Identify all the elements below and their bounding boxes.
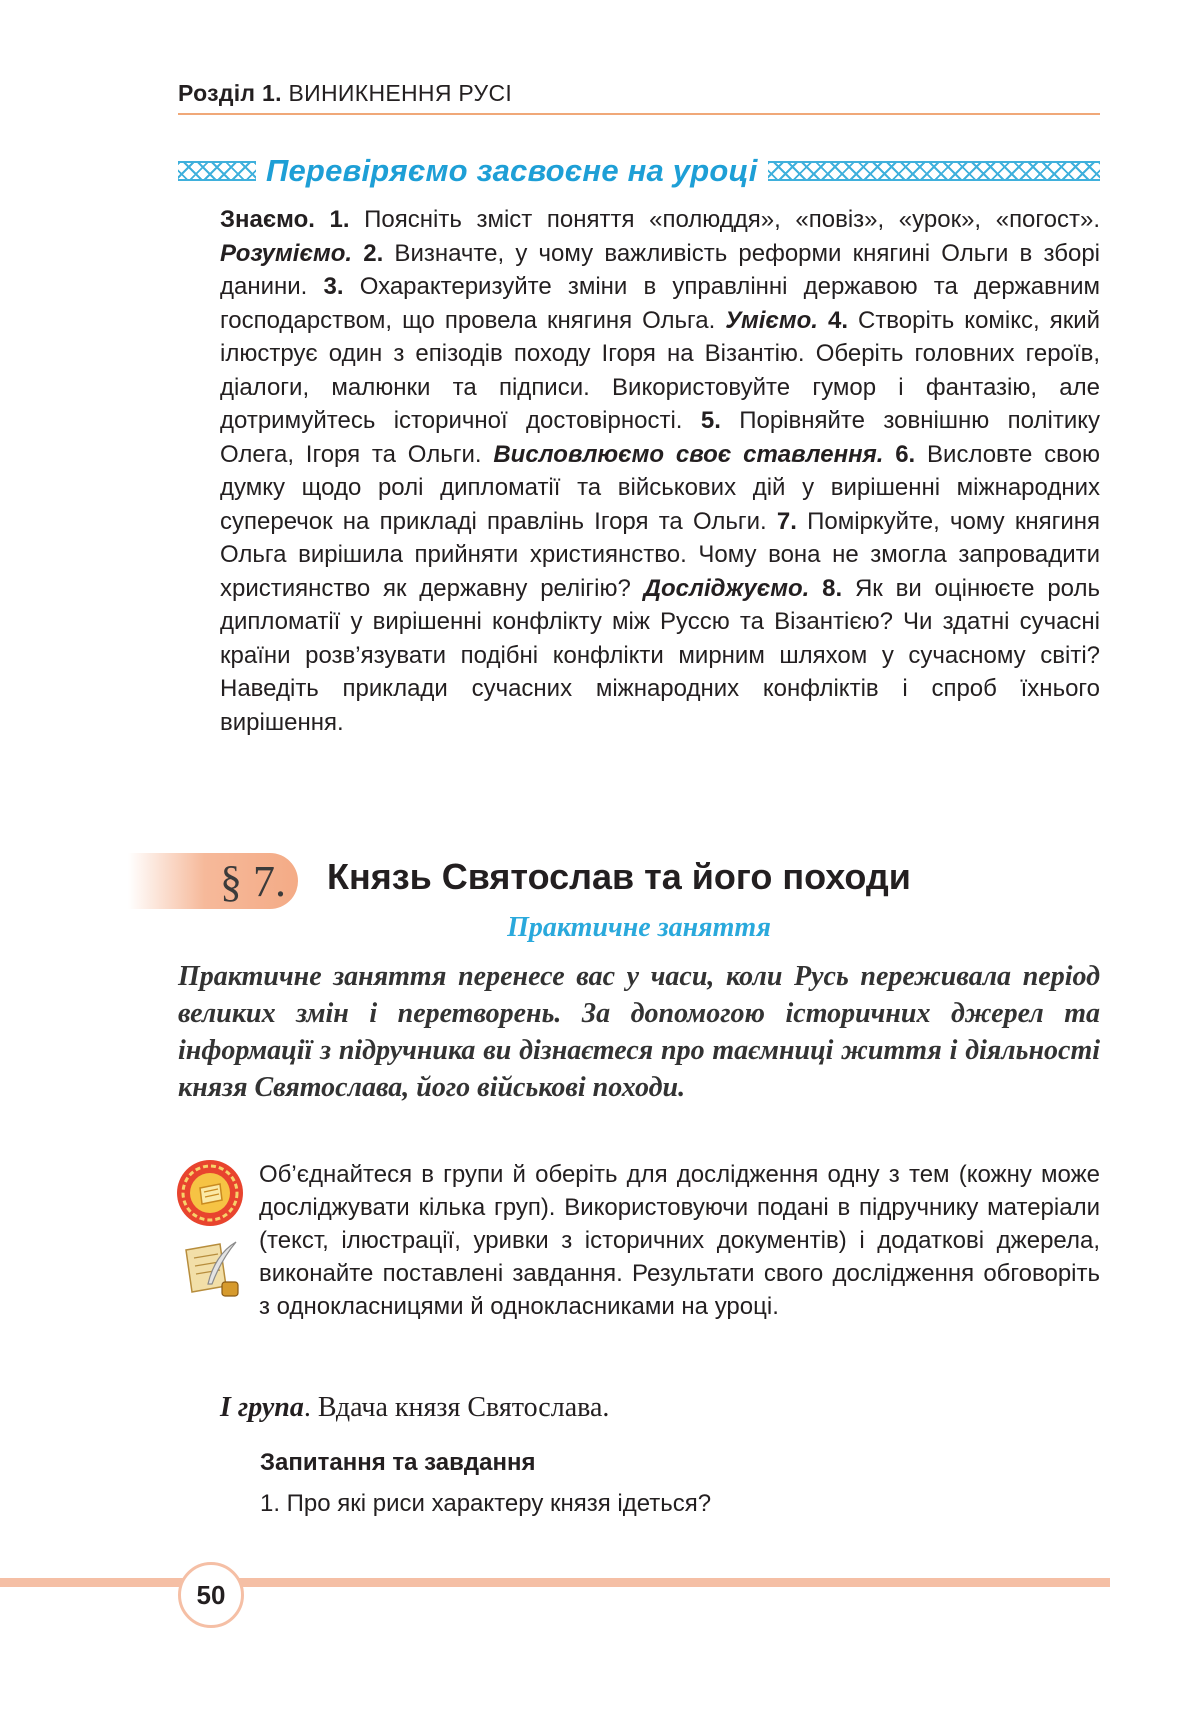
review-text-run: Висловте свою думку щодо ролі дипломатії та військових дій у вирішенні міжнародних суперечок на прикладі правлінь Ігоря та Ольги.	[220, 440, 1100, 535]
scroll-quill-icon	[178, 1236, 244, 1302]
review-text-run: Уміємо.	[725, 306, 818, 334]
review-title: Перевіряємо засвоєне на уроці	[266, 153, 758, 188]
review-text-run: 4.	[817, 306, 848, 334]
header-rule	[178, 113, 1100, 115]
chapter-label: Розділ 1.	[178, 80, 282, 106]
review-questions-text	[220, 203, 1100, 739]
review-text-run: Поміркуйте, чому княгиня Ольга вирішила прийняти християнство. Чому вона не змогла запровадити християнство як державну релігію?	[220, 507, 1100, 602]
running-header	[178, 80, 1100, 107]
section-badge	[128, 853, 298, 909]
group-task-instructions: Об’єднайтеся в групи й оберіть для дослідження одну з тем (кожну може досліджувати кілька груп). Використовуючи подані в підручнику матеріали (текст, ілюстрації, уривки з історичних документів) і додаткові джерела, виконайте поставлені завдання. Результати свого дослідження обговоріть з однокласницями й однокласниками на уроці.	[259, 1161, 1100, 1320]
review-text-run: 7.	[776, 507, 797, 535]
page-number: 50	[178, 1562, 244, 1628]
section-subtitle: Практичне заняття	[507, 912, 771, 943]
review-text-run: Висловлюємо своє ставлення.	[493, 440, 884, 468]
questions-heading: Запитання та завдання	[260, 1449, 536, 1476]
chapter-title: ВИНИКНЕННЯ РУСІ	[288, 80, 513, 106]
review-text-run: 6.	[883, 440, 916, 468]
section-intro: Практичне заняття перенесе вас у часи, коли Русь переживала період великих змін і перетворень. За допомогою історичних джерел та інформації з підручника ви дізнаєтеся про таємниці життя і діяльності князя Святослава, його військові походи.	[178, 961, 1100, 1103]
review-text-run: Поясніть зміст поняття «полюддя», «повіз», «урок», «погост».	[349, 206, 1100, 233]
group-topic: . Вдача князя Святослава.	[303, 1392, 610, 1423]
review-text-run: 8.	[809, 574, 843, 602]
ornament-left	[178, 161, 256, 181]
ornament-right	[768, 161, 1100, 181]
review-banner	[178, 152, 1100, 190]
group-label: І група	[220, 1392, 304, 1423]
section-number: § 7.	[220, 856, 286, 906]
review-text-run: 5.	[700, 407, 721, 434]
review-text-run: Створіть комікс, який ілюструє один з епізодів походу Ігоря на Візантію. Оберіть головних героїв, діалоги, малюнки та підписи. Використовуйте гумор і фантазію, але дотримуйтесь історичної достовірності.	[220, 306, 1101, 434]
review-text-run: Охарактеризуйте зміни в управлінні державою та державним господарством, що провела княгиня Ольга.	[220, 273, 1100, 334]
review-text-run: Розуміємо.	[220, 239, 353, 267]
review-text-run: 3.	[323, 273, 344, 300]
review-text-run: Порівняйте зовнішню політику Олега, Ігоря та Ольги.	[220, 407, 1100, 468]
section-title: Князь Святослав та його походи	[327, 856, 911, 897]
review-text-run: Знаємо. 1.	[220, 206, 350, 233]
review-text-run: Як ви оцінюєте роль дипломатії у вирішенні конфлікту між Руссю та Візантією? Чи здатні сучасні країни розв’язувати подібні конфлікти мирним шляхом у сучасному світі? Наведіть приклади сучасних міжнародних конфліктів і спроб їхнього вирішення.	[220, 574, 1100, 736]
review-text-run: Досліджуємо.	[643, 574, 810, 602]
review-text-run: Визначте, у чому важливість реформи княгині Ольги в зборі данини.	[220, 239, 1100, 300]
rosette-ornament-icon	[175, 1158, 245, 1228]
group-heading	[220, 1392, 609, 1424]
footer-bar	[0, 1578, 1110, 1587]
review-text-run: 2.	[352, 239, 384, 267]
question-item: 1. Про які риси характеру князя ідеться?	[260, 1490, 712, 1517]
